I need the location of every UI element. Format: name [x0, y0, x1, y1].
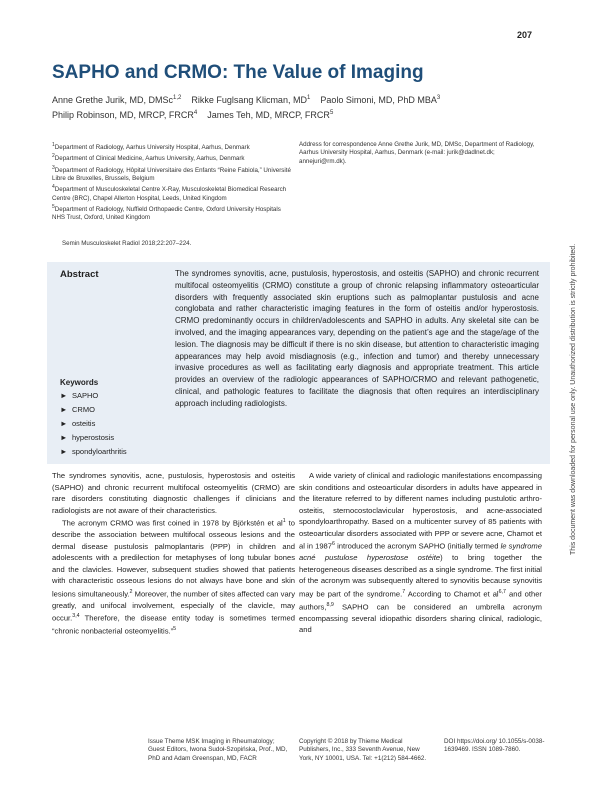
text-run-italic: le syndrome acné pustulose hyperostose ostéite [299, 541, 542, 563]
keyword-item [60, 391, 98, 400]
author-sup: 5 [329, 110, 334, 116]
bullet-arrow-icon: ► [60, 447, 68, 456]
ref-sup: 3,4 [72, 613, 80, 620]
affiliation-sup: 4 [52, 184, 55, 191]
author-sup: 3 [436, 95, 441, 101]
abstract-heading: Abstract [60, 269, 99, 280]
bullet-arrow-icon: ► [60, 433, 68, 442]
footer-doi: DOI https://doi.org/ 10.1055/s-0038-1639469. ISSN 1089-7860. [444, 738, 545, 754]
author-name: Paolo Simoni, MD, PhD MBA [320, 95, 437, 105]
affiliation-text: Department of Musculoskeletal Centre X-Ray, Musculoskeletal Biomedical Research Centre (BRC), Chapel Allerton Hospital, Leeds, United Kingdom [52, 186, 287, 202]
authors-line-1 [52, 95, 440, 105]
authors-line-2 [52, 110, 333, 120]
affiliation-item [52, 152, 292, 163]
body-paragraph: The syndromes synovitis, acne, pustulosis, hyperostosis and osteitis (SAPHO) and chronic recurrent multifocal osteomyelitis (CRMO) are rare disorders constituting diagnostic challenges if clinicians and radiologists are not aware of their characteristics. [52, 471, 295, 515]
affiliations [52, 141, 292, 223]
ref-sup: 1 [282, 518, 286, 524]
ref-sup: 7 [402, 588, 406, 595]
keyword-item [60, 405, 95, 414]
journal-citation: Semin Musculoskelet Radiol 2018;22:207–224. [62, 240, 192, 247]
text-run: to describe the association between multifocal osseous lesions and the dermal disease pustulosis palmoplantaris (PPP) in children and adolescents with a predilection for metaphyses of long tubular bones and the clavicles. However, subsequent studies showed that patients with characteristic osseous lesions do not always have bone and skin lesions simultaneously. [52, 518, 295, 599]
page-number: 207 [516, 30, 532, 40]
affiliation-item [52, 164, 292, 184]
footer-copyright: Copyright © 2018 by Thieme Medical Publishers, Inc., 333 Seventh Avenue, New York, NY 10001, USA. Tel: +1(212) 584-4662. [299, 738, 427, 762]
author-name: Rikke Fuglsang Klicman, MD [191, 95, 307, 105]
text-run: A wide variety of clinical and radiologic manifestations encompassing skin conditions and osteoarticular disorders in adults have appeared in the literature referred to by different names including pustulotic arthro-osteitis, sternocostoclavicular hyperostosis, and acne-associated spondyloarthropathy. Based on a multicenter survey of 85 patients with osteoarticular disorders associated with PPP or severe acne, Chamot et al in 1987 [299, 471, 542, 551]
affiliation-sup: 5 [52, 204, 55, 211]
text-run: The acronym CRMO was first coined in 1978 by Björkstén et al [62, 518, 283, 528]
ref-sup: 6 [332, 541, 335, 547]
bullet-arrow-icon: ► [60, 391, 68, 400]
keyword-label: spondyloarthritis [72, 447, 127, 456]
affiliation-sup: 2 [52, 153, 55, 160]
body-column-left [52, 470, 295, 637]
keyword-label: CRMO [72, 405, 95, 414]
affiliation-item [52, 141, 292, 152]
affiliation-text: Department of Radiology, Hôpital Universitaire des Enfants “Reine Fabiola,” Université Libre de Bruxelles, Brussels, Belgium [52, 166, 291, 183]
keyword-label: osteitis [72, 419, 96, 428]
keyword-item [60, 433, 114, 442]
affiliation-text: Department of Radiology, Aarhus University Hospital, Aarhus, Denmark [54, 144, 250, 152]
bullet-arrow-icon: ► [60, 405, 68, 414]
article-title: SAPHO and CRMO: The Value of Imaging [52, 62, 424, 83]
ref-sup: 2 [129, 588, 133, 595]
author-sup: 1,2 [173, 95, 182, 101]
ref-sup: 5 [173, 626, 177, 633]
affiliation-item [52, 183, 292, 203]
text-run: SAPHO can be considered an umbrella acronym encompassing several idiopathic disorders sharing clinical, radiologic, and [299, 602, 542, 635]
body-paragraph [299, 470, 542, 636]
keyword-item [60, 419, 95, 428]
text-run: ) to bring together the heterogeneous diseases described as a single syndrome. The first initial of the acronym was subsequently altered to synovitis because synovitis may be part of the syndrome. [299, 553, 543, 599]
keyword-label: hyperostosis [72, 433, 115, 442]
affiliation-item [52, 203, 292, 223]
ref-sup: 8,9 [326, 601, 334, 608]
text-run: Therefore, the disease entity today is sometimes termed “chronic nonbacterial osteomyelitis.” [52, 613, 295, 636]
author-sup: 4 [193, 110, 198, 116]
affiliation-text: Department of Radiology, Nuffield Orthopaedic Centre, Oxford University Hospitals NHS Trust, Oxford, United Kingdom [52, 206, 281, 222]
affiliation-text: Department of Clinical Medicine, Aarhus University, Aarhus, Denmark [54, 155, 245, 163]
footer-issue-theme: Issue Theme MSK Imaging in Rheumatology; Guest Editors, Iwona Sudoł-Szopińska, Prof., MD, PhD and Adam Greenspan, MD, FACR [148, 738, 288, 762]
keyword-item [60, 447, 127, 456]
body-paragraph [52, 516, 295, 637]
text-run: Moreover, the number of sites affected can vary greatly, and unifocal involvement, especially of the clavicle, may occur. [52, 589, 295, 623]
bullet-arrow-icon: ► [60, 419, 68, 428]
affiliation-sup: 3 [52, 164, 55, 171]
side-notice-text: This document was downloaded for personal use only. Unauthorized distribution is strictly prohibited. [570, 243, 577, 555]
abstract-text: The syndromes synovitis, acne, pustulosis, hyperostosis, and osteitis (SAPHO) and chronic recurrent multifocal osteomyelitis (CRMO) constitute a group of chronic relapsing inflammatory osteoarticular disorders with frequently associated skin eruptions such as palmoplantar pustulosis and acne conglobata and rather characteristic imaging features in the form of osteitis and/or hyperostosis. CRMO predominantly occurs in children/adolescents and SAPHO in adults. Any skeletal site can be involved, and the imaging appearances vary, depending on the patient’s age and the stage/age of the lesion. The diagnosis may be difficult if there is no skin disease, but attention to characteristic imaging appearances may help avoid misdiagnosis (e.g., infection and tumor) and thereby unnecessary invasive procedures as well as facilitating early diagnosis and appropriate treatment. This article provides an overview of the radiologic appearances of SAPHO/CRMO and relevant pathogenetic, clinical, and pathologic features to facilitate the diagnosis that often requires an interdisciplinary approach including radiologists. [175, 269, 539, 408]
body-column-right [299, 470, 542, 636]
keywords-heading: Keywords [60, 378, 99, 387]
author-name: Anne Grethe Jurik, MD, DMSc [52, 95, 174, 105]
affiliation-sup: 1 [52, 142, 55, 148]
text-run: and other authors, [299, 589, 542, 612]
keyword-label: SAPHO [72, 391, 99, 400]
ref-sup: 6,7 [498, 588, 506, 595]
author-sup: 1 [306, 95, 311, 101]
correspondence-address: Address for correspondence Anne Grethe Jurik, MD, DMSc, Department of Radiology, Aarhus University Hospital, Aarhus, Denmark (e-mail: jurik@dadlnet.dk; annejuri@rm.dk). [299, 141, 535, 165]
author-name: James Teh, MD, MRCP, FRCR [207, 110, 330, 120]
author-name: Philip Robinson, MD, MRCP, FRCR [52, 110, 194, 120]
text-run: According to Chamot et al [405, 589, 499, 599]
text-run: introduced the acronym SAPHO (initially termed [334, 541, 501, 551]
